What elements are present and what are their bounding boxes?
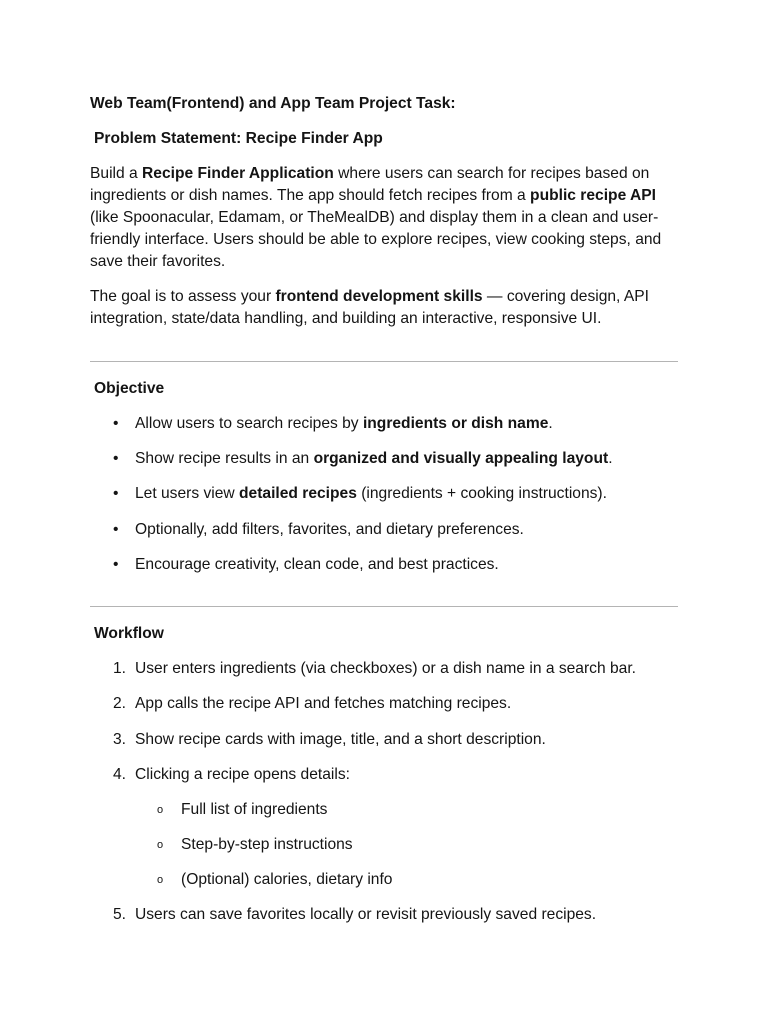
text-run: Encourage creativity, clean code, and best practices. bbox=[135, 556, 499, 573]
text-run: ingredients or dish names. The app should fetch recipes from a bbox=[90, 187, 531, 204]
sub-item-text: Step-by-step instructions bbox=[181, 836, 353, 853]
section-divider bbox=[90, 361, 678, 362]
objective-item-text bbox=[135, 554, 499, 576]
step-text: Users can save favorites locally or revisit previously saved recipes. bbox=[135, 906, 597, 923]
text-run: (like Spoonacular, Edamam, or TheMealDB) and display them in a clean and user- bbox=[90, 209, 659, 226]
bullet-icon: • bbox=[113, 521, 119, 538]
intro-paragraph-1 bbox=[90, 163, 661, 273]
section-divider bbox=[90, 606, 678, 607]
text-run: save their favorites. bbox=[90, 253, 226, 270]
text-run: where users can search for recipes based on bbox=[333, 165, 650, 182]
text-run: Build a bbox=[90, 165, 143, 182]
step-number: 2. bbox=[112, 695, 126, 712]
text-run: Allow users to search recipes by bbox=[135, 415, 363, 432]
bold-text-run: organized and visually appealing layout bbox=[313, 450, 609, 467]
text-run: . bbox=[608, 450, 613, 467]
bullet-icon: • bbox=[113, 415, 119, 432]
circle-bullet-icon: o bbox=[157, 804, 164, 816]
step-number: 4. bbox=[112, 766, 126, 783]
text-run: Optionally, add filters, favorites, and dietary preferences. bbox=[135, 521, 524, 538]
step-number: 5. bbox=[112, 906, 126, 923]
circle-bullet-icon: o bbox=[157, 874, 164, 886]
bullet-icon: • bbox=[113, 485, 119, 502]
workflow-heading: Workflow bbox=[94, 625, 164, 642]
text-run: Let users view bbox=[135, 485, 240, 502]
bold-text-run: frontend development skills bbox=[275, 288, 483, 305]
bullet-icon: • bbox=[113, 450, 119, 467]
task-title: Web Team(Frontend) and App Team Project Task: bbox=[90, 95, 456, 112]
objective-heading: Objective bbox=[94, 380, 165, 397]
objective-item-text bbox=[135, 448, 613, 470]
text-run: The goal is to assess your bbox=[90, 288, 276, 305]
step-text: User enters ingredients (via checkboxes) or a dish name in a search bar. bbox=[135, 660, 636, 677]
text-run: friendly interface. Users should be able to explore recipes, view cooking steps, and bbox=[90, 231, 662, 248]
intro-paragraph-2 bbox=[90, 286, 649, 330]
text-run: Show recipe results in an bbox=[135, 450, 314, 467]
objective-item-text bbox=[135, 413, 553, 435]
bold-text-run: Recipe Finder Application bbox=[142, 165, 334, 182]
step-number: 1. bbox=[112, 660, 126, 677]
step-text: Show recipe cards with image, title, and a short description. bbox=[135, 731, 546, 748]
sub-item-text: Full list of ingredients bbox=[181, 801, 328, 818]
bold-text-run: public recipe API bbox=[530, 187, 656, 204]
problem-statement-heading: Problem Statement: Recipe Finder App bbox=[94, 130, 383, 147]
objective-item-text bbox=[135, 519, 524, 541]
step-number: 3. bbox=[112, 731, 126, 748]
sub-item-text: (Optional) calories, dietary info bbox=[181, 871, 393, 888]
objective-item-text bbox=[135, 483, 607, 505]
text-run: . bbox=[548, 415, 553, 432]
bold-text-run: detailed recipes bbox=[239, 485, 357, 502]
step-text: App calls the recipe API and fetches matching recipes. bbox=[135, 695, 512, 712]
bold-text-run: ingredients or dish name bbox=[362, 415, 549, 432]
circle-bullet-icon: o bbox=[157, 839, 164, 851]
text-run: — covering design, API bbox=[482, 288, 649, 305]
bullet-icon: • bbox=[113, 556, 119, 573]
text-run: (ingredients + cooking instructions). bbox=[356, 485, 607, 502]
step-text: Clicking a recipe opens details: bbox=[135, 766, 350, 783]
text-run: integration, state/data handling, and building an interactive, responsive UI. bbox=[90, 310, 602, 327]
